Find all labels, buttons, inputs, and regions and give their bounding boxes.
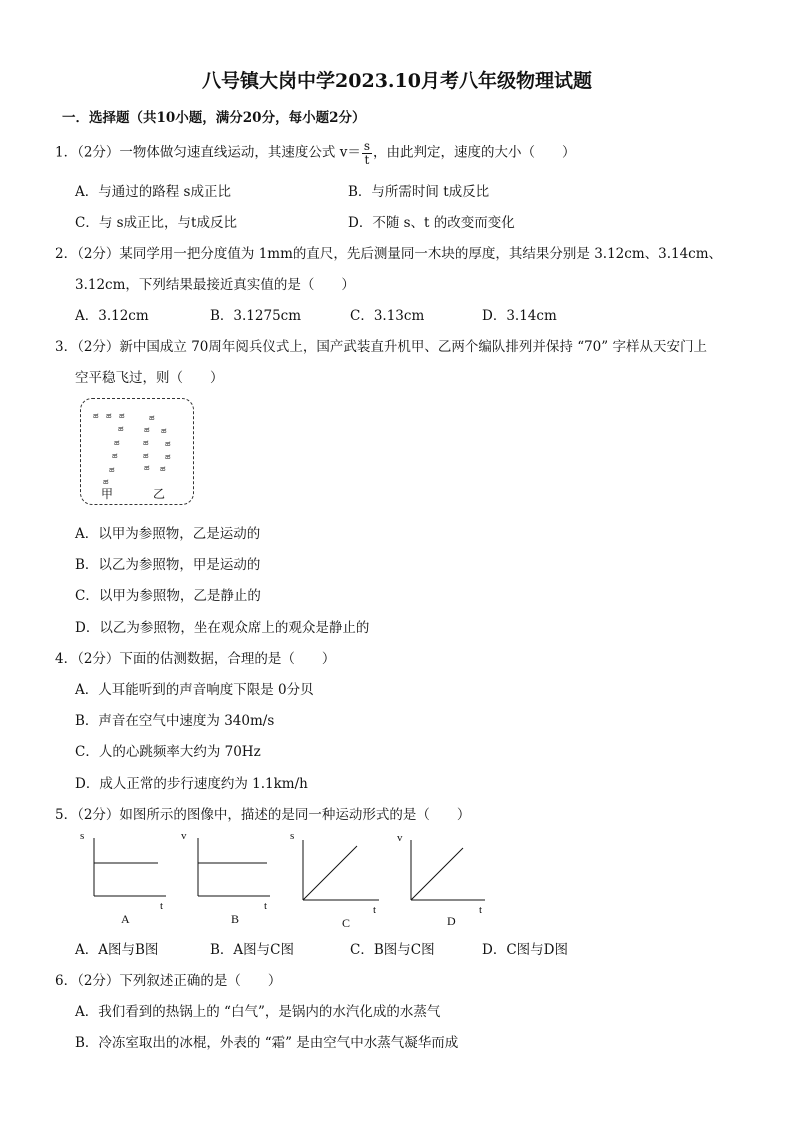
- q5-option-a: A．A图与B图: [75, 942, 159, 958]
- q4-option-d: D．成人正常的步行速度约为 1.1km/h: [75, 776, 308, 792]
- graph-b-axes: [178, 830, 278, 910]
- helicopter-icon: ಹ: [144, 425, 150, 434]
- helicopter-icon: ಹ: [103, 477, 109, 486]
- question-3-line-2: 空平稳飞过，则（ ）: [75, 370, 224, 386]
- q1-stem-start: 1．（2分）一物体做匀速直线运动，其速度公式 v＝: [55, 144, 361, 161]
- question-3-line-1: 3．（2分）新中国成立 70周年阅兵仪式上，国产武装直升机甲、乙两个编队排列并保持 “70” 字样从天安门上: [55, 339, 707, 355]
- helicopter-icon: ಹ: [165, 439, 171, 448]
- helicopter-icon: ಹ: [114, 438, 120, 447]
- speed-fraction: [362, 140, 372, 166]
- graph-d-name: D: [447, 914, 456, 928]
- parade-formation-figure: [80, 398, 194, 505]
- question-6-stem: 6．（2分）下列叙述正确的是（ ）: [55, 973, 282, 989]
- helicopter-icon: ಹ: [149, 413, 155, 422]
- q3-option-d: D．以乙为参照物，坐在观众席上的观众是静止的: [75, 620, 370, 636]
- graph-c-name: C: [342, 916, 351, 930]
- helicopter-icon: ಹ: [106, 411, 112, 420]
- q1-option-c: C．与 s成正比，与t成反比: [75, 215, 237, 231]
- q3-option-c: C．以甲为参照物，乙是静止的: [75, 588, 261, 604]
- graph-a: [74, 830, 174, 926]
- fraction-numerator: s: [363, 139, 371, 153]
- graph-b-ylabel: v: [181, 830, 187, 842]
- helicopter-icon: ಹ: [143, 438, 149, 447]
- graph-a-ylabel: s: [80, 830, 85, 842]
- helicopter-icon: ಹ: [160, 464, 166, 473]
- q4-option-a: A．人耳能听到的声音响度下限是 0分贝: [75, 682, 314, 698]
- q4-option-c: C．人的心跳频率大约为 70Hz: [75, 744, 261, 760]
- graph-d: [395, 830, 495, 930]
- helicopter-icon: ಹ: [143, 451, 149, 460]
- q2-option-c: C．3.13cm: [350, 308, 425, 324]
- q5-option-d: D．C图与D图: [482, 942, 568, 958]
- q1-stem-end: ，由此判定，速度的大小（ ）: [373, 144, 576, 161]
- helicopter-icon: ಹ: [93, 411, 99, 420]
- helicopter-icon: ಹ: [161, 426, 167, 435]
- section-heading: 一．选择题（共10小题，满分20分，每小题2分）: [62, 110, 366, 126]
- q5-option-b: B．A图与C图: [210, 942, 294, 958]
- graph-b-xlabel: t: [264, 900, 268, 912]
- q1-option-a: A．与通过的路程 s成正比: [75, 184, 231, 200]
- graph-a-axes: [74, 830, 174, 910]
- label-jia: 甲: [101, 487, 114, 501]
- q6-option-a: A．我们看到的热锅上的 “白气”，是锅内的水汽化成的水蒸气: [75, 1004, 441, 1020]
- q3-option-a: A．以甲为参照物，乙是运动的: [75, 526, 261, 542]
- graph-c-ylabel: s: [290, 830, 295, 842]
- graph-d-xlabel: t: [479, 904, 483, 916]
- question-4-stem: 4．（2分）下面的估测数据，合理的是（ ）: [55, 651, 336, 667]
- graph-b: [178, 830, 278, 926]
- graph-a-name: A: [121, 912, 130, 926]
- helicopter-icon: ಹ: [112, 451, 118, 460]
- q2-option-d: D．3.14cm: [482, 308, 557, 324]
- fraction-denominator: t: [364, 152, 370, 167]
- question-1-stem: [55, 140, 576, 166]
- q1-option-b: B．与所需时间 t成反比: [348, 184, 490, 200]
- helicopter-icon: ಹ: [109, 465, 115, 474]
- graph-d-ylabel: v: [397, 832, 403, 844]
- helicopter-icon: ಹ: [119, 411, 125, 420]
- q6-option-b: B．冷冻室取出的冰棍，外表的 “霜” 是由空气中水蒸气凝华而成: [75, 1035, 459, 1051]
- question-5-stem: 5．（2分）如图所示的图像中，描述的是同一种运动形式的是（ ）: [55, 807, 471, 823]
- graph-d-axes: [395, 830, 495, 910]
- question-2-line-2: 3.12cm，下列结果最接近真实值的是（ ）: [75, 277, 355, 293]
- graph-c: [287, 830, 387, 930]
- q5-option-c: C．B图与C图: [350, 942, 435, 958]
- q2-option-a: A．3.12cm: [75, 308, 149, 324]
- q1-option-d: D．不随 s、t 的改变而变化: [348, 215, 515, 231]
- graph-c-xlabel: t: [373, 904, 377, 916]
- graph-c-axes: [287, 830, 387, 910]
- graph-b-name: B: [231, 912, 240, 926]
- q2-option-b: B．3.1275cm: [210, 308, 302, 324]
- question-2-line-1: 2．（2分）某同学用一把分度值为 1mm的直尺，先后测量同一木块的厚度，其结果分别是 3.12cm、3.14cm、: [55, 246, 723, 262]
- helicopter-icon: ಹ: [118, 424, 124, 433]
- label-yi: 乙: [153, 487, 166, 501]
- helicopter-icon: ಹ: [165, 452, 171, 461]
- q4-option-b: B．声音在空气中速度为 340m/s: [75, 713, 275, 729]
- q3-option-b: B．以乙为参照物，甲是运动的: [75, 557, 261, 573]
- helicopter-icon: ಹ: [144, 463, 150, 472]
- graph-a-xlabel: t: [160, 900, 164, 912]
- exam-title: 八号镇大岗中学2023.10月考八年级物理试题: [202, 70, 592, 92]
